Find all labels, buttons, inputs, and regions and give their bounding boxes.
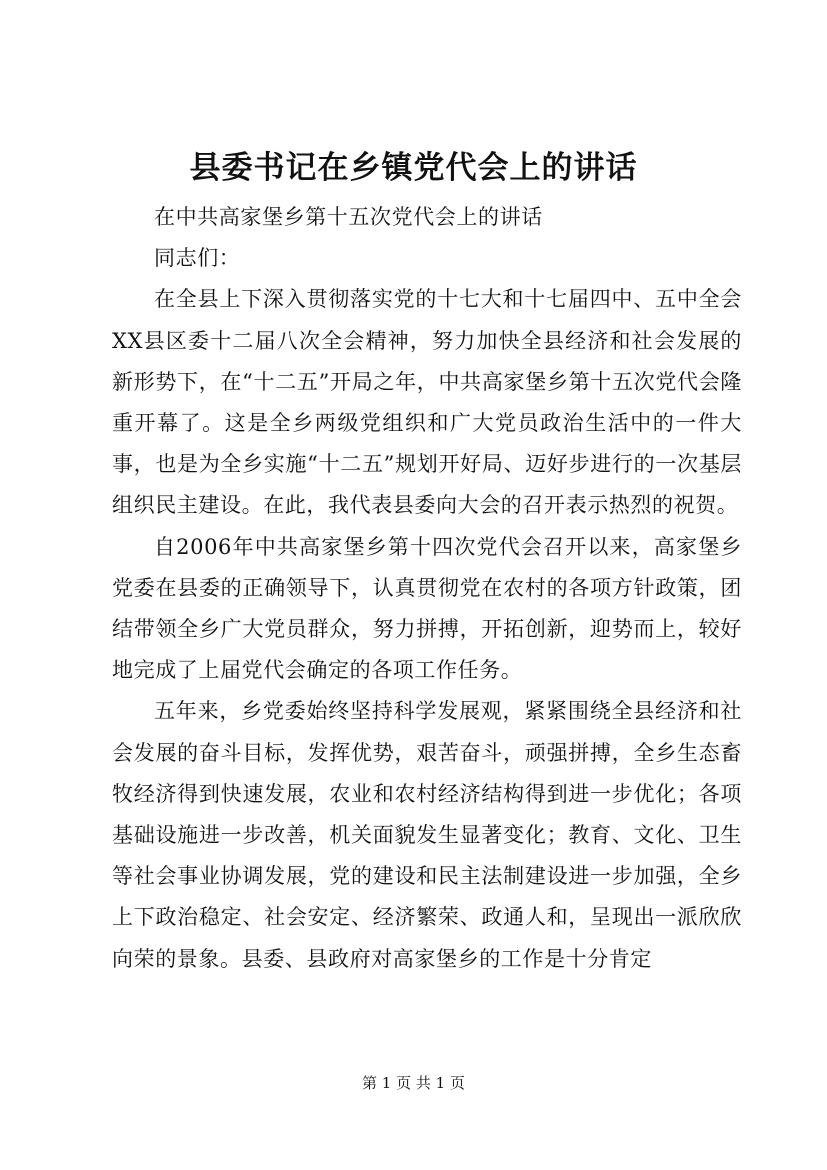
page-number-footer: 第 1 页 共 1 页 — [362, 1074, 465, 1092]
body-paragraph: 五年来，乡党委始终坚持科学发展观，紧紧围绕全县经济和社会发展的奋斗目标，发挥优势，艰苦奋斗，顽强拼搏，全乡生态畜牧经济得到快速发展，农业和农村经济结构得到进一步优化；各项基础设施进一步改善，机关面貌发生显著变化；教育、文化、卫生等社会事业协调发展，党的建设和民主法制建设进一步加强，全乡上下政治稳定、社会安定、经济繁荣、政通人和，呈现出一派欣欣向荣的景象。县委、县政府对高家堡乡的工作是十分肯定 — [112, 699, 742, 971]
document-title: 县委书记在乡镇党代会上的讲话 — [189, 150, 638, 186]
salutation: 同志们： — [154, 246, 241, 271]
speech-subtitle: 在中共高家堡乡第十五次党代会上的讲话 — [154, 205, 543, 229]
body-paragraph: 在全县上下深入贯彻落实党的十七大和十七届四中、五中全会XX县区委十二届八次全会精神，努力加快全县经济和社会发展的新形势下，在“十二五”开局之年，中共高家堡乡第十五次党代会隆重开幕了。这是全乡两级党组织和广大党员政治生活中的一件大事，也是为全乡实施“十二五”规划开好局、迈好步进行的一次基层组织民主建设。在此，我代表县委向大会的召开表示热烈的祝贺。 — [112, 287, 742, 518]
body-paragraph: 自2006年中共高家堡乡第十四次党代会召开以来，高家堡乡党委在县委的正确领导下，认真贯彻党在农村的各项方针政策，团结带领全乡广大党员群众，努力拼搏，开拓创新，迎势而上，较好地完成了上届党代会确定的各项工作任务。 — [112, 534, 742, 683]
document-body — [112, 197, 742, 980]
